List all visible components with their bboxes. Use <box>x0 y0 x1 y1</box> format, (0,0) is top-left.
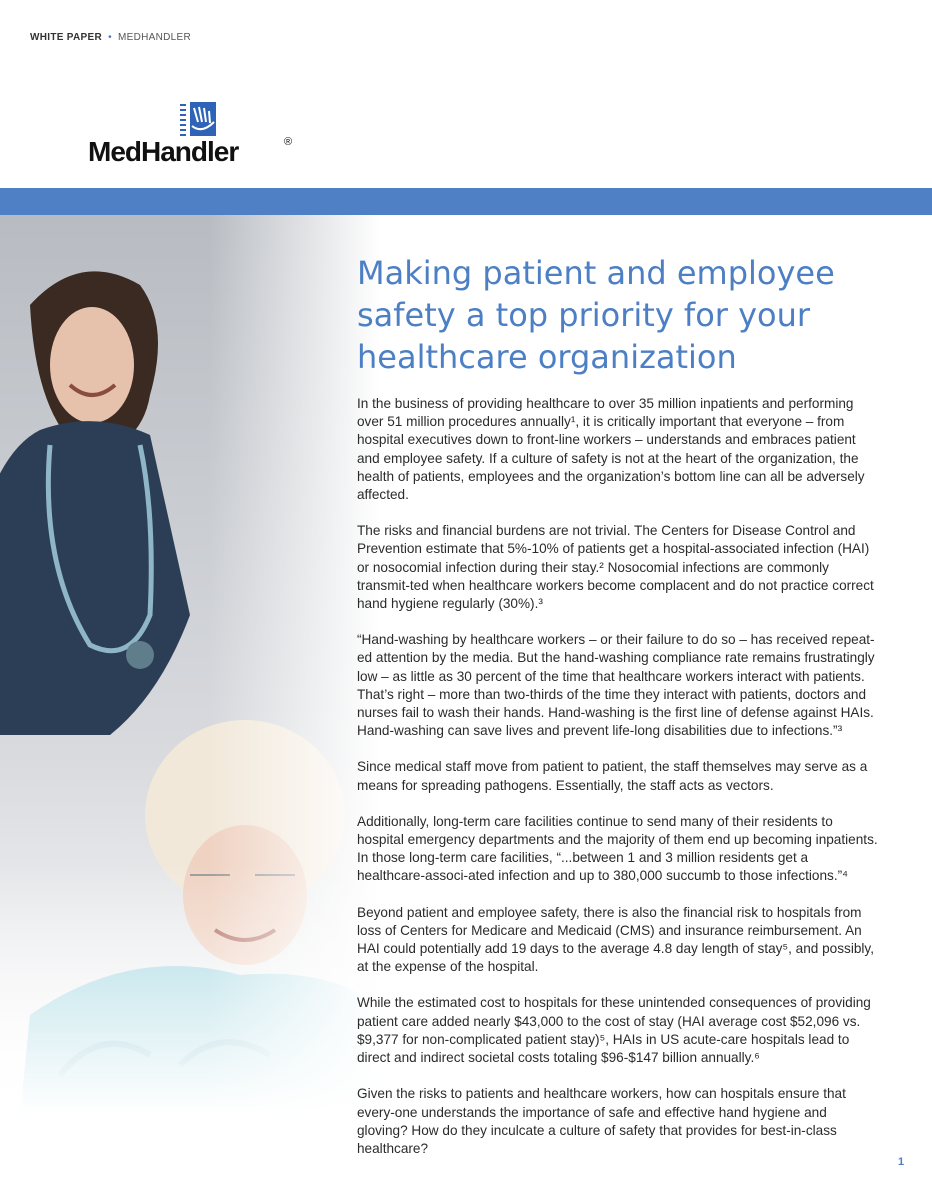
header-tag <box>30 32 191 43</box>
header-accent-band <box>0 188 932 215</box>
logo-registered-mark: ® <box>284 136 293 148</box>
paragraph: Beyond patient and employee safety, there is also the financial risk to hospitals from loss of Centers for Medicare and Medicaid (CMS) and insurance reimbursement. An HAI could potentially add 19 days to the average 4.8 day length of stay⁵, and possibly, at the expense of the hospital. <box>357 904 874 975</box>
paragraph: “Hand-washing by healthcare workers – or their failure to do so – has received repeat-ed attention by the media. But the hand-washing compliance rate remains frustratingly low – as little as 30 percent of the time that healthcare workers interact with patients. That’s right – more than two-thirds of the time they interact with patients, doctors and nurses fail to wash their hands. Hand-washing is the first line of defense against HAIs. Hand-washing can save lives and prevent life-long disabilities due to infections.”³ <box>357 632 875 739</box>
hands-logo-icon <box>180 102 220 138</box>
medhandler-logo <box>88 102 308 172</box>
page-number: 1 <box>898 1156 905 1168</box>
paragraph: Given the risks to patients and healthcare workers, how can hospitals ensure that every-one understands the importance of safe and effective hand hygiene and gloving? How do they inculcate a culture of safety that provides for best-in-class healthcare? <box>357 1086 846 1156</box>
paragraph: Additionally, long-term care facilities continue to send many of their residents to hospital emergency departments and the majority of them end up becoming inpatients. In those long-term care facilities, “...between 1 and 3 million residents get a healthcare-associ-ated infection and up to 380,000 succumb to those infections.”⁴ <box>357 813 878 884</box>
paragraph: The risks and financial burdens are not trivial. The Centers for Disease Control and Prevention estimate that 5%-10% of patients get a hospital-associated infection (HAI) or nosocomial infection during their stay.² Nosocomial infections are commonly transmit-ted when healthcare workers become complacent and do not practice correct hand hygiene regularly (30%).³ <box>357 523 874 612</box>
header-separator: • <box>108 32 112 43</box>
paragraph: Since medical staff move from patient to patient, the staff themselves may serve as a means for spreading pathogens. Essentially, the staff acts as vectors. <box>357 759 868 793</box>
paragraph: While the estimated cost to hospitals for these unintended consequences of providing patient care added nearly $43,000 to the cost of stay (HAI average cost $52,096 vs. $9,377 for non-complicated patient stay)⁵, HAIs in US acute-care hospitals lead to direct and indirect societal costs totaling $96-$147 billion annually.⁶ <box>357 995 871 1066</box>
header-label-brand: MEDHANDLER <box>118 32 192 43</box>
page-title: Making patient and employee safety a top priority for your healthcare organization <box>357 254 835 376</box>
paragraph: In the business of providing healthcare to over 35 million inpatients and performing over 51 million procedures annually¹, it is critically important that everyone – from hospital executives down to front-line workers – understands and embraces patient and employee safety. If a culture of safety is not at the heart of the organization, the health of patients, employees and the organization’s bottom line can all be adversely affected. <box>357 396 865 503</box>
header-label-white-paper: WHITE PAPER <box>30 32 103 43</box>
body-text <box>357 395 879 1176</box>
nurse-and-patient-photo <box>0 215 380 1115</box>
logo-wordmark: MedHandler <box>88 136 239 167</box>
